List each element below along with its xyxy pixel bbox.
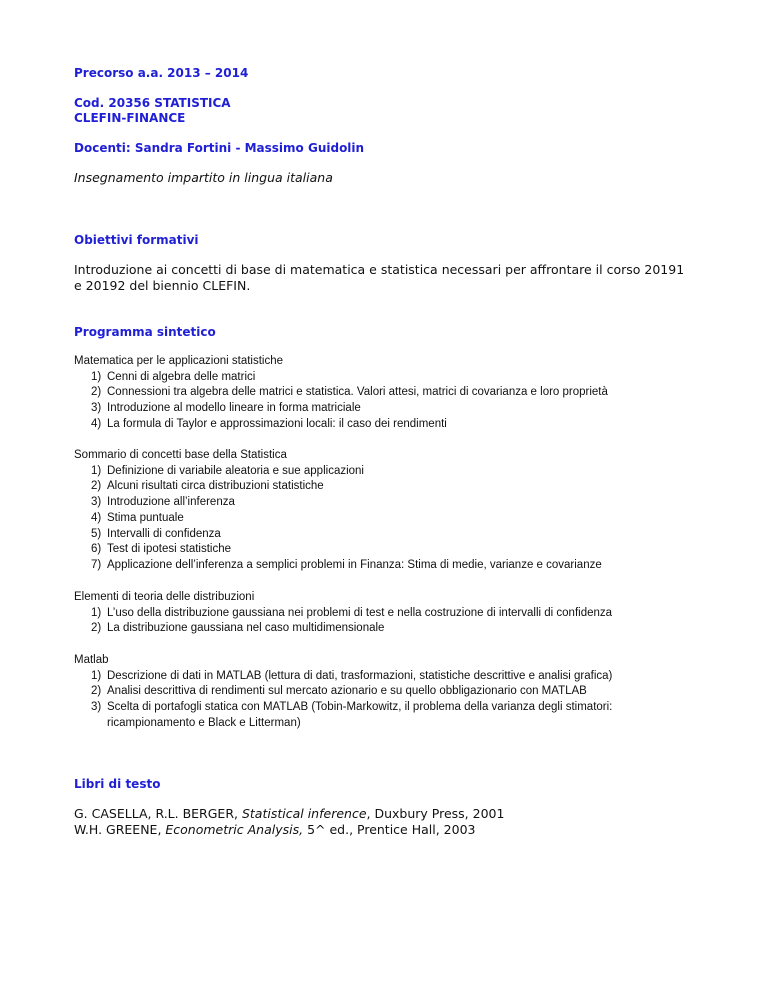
list-item: 2) La distribuzione gaussiana nel caso multidimensionale	[91, 622, 385, 635]
programma-heading: Programma sintetico	[74, 325, 216, 339]
section-title: Sommario di concetti base della Statistica	[74, 449, 287, 461]
obiettivi-heading: Obiettivi formativi	[74, 233, 199, 247]
list-item: 5) Intervalli di confidenza	[91, 527, 221, 540]
book-item: W.H. GREENE, Econometric Analysis, 5^ ed., Prentice Hall, 2003	[74, 822, 476, 837]
docenti: Docenti: Sandra Fortini - Massimo Guidolin	[74, 141, 365, 155]
list-item: 3) Scelta di portafogli statica con MATLAB (Tobin-Markowitz, il problema della varianza degli stimatori: ricampionamento e Black e Litterman)	[91, 701, 613, 729]
list-item: 1) Definizione di variabile aleatoria e sue applicazioni	[91, 464, 364, 477]
precorso-heading: Precorso a.a. 2013 – 2014	[74, 66, 249, 80]
program-name: CLEFIN-FINANCE	[74, 111, 186, 125]
list-item: 2) Analisi descrittiva di rendimenti sul mercato azionario e su quello obbligazionario con MATLAB	[91, 685, 587, 698]
programma-section-3	[74, 590, 714, 637]
book-item: G. CASELLA, R.L. BERGER, Statistical inference, Duxbury Press, 2001	[74, 806, 505, 821]
list-item: 7) Applicazione dell’inferenza a semplici problemi in Finanza: Stima di medie, varianze e covarianze	[91, 558, 602, 571]
list-item: 3) Introduzione al modello lineare in forma matriciale	[91, 402, 361, 415]
obiettivi-text: Introduzione ai concetti di base di matematica e statistica necessari per affrontare il corso 20191 e 20192 del biennio CLEFIN.	[74, 262, 685, 293]
programma-section-2	[74, 448, 714, 574]
programma-section-4	[74, 653, 714, 732]
programma-section-1	[74, 354, 714, 433]
list-item: 1) Descrizione di dati in MATLAB (lettura di dati, trasformazioni, statistiche descrittive e analisi grafica)	[91, 669, 613, 682]
book-list	[74, 806, 714, 838]
section-title: Matematica per le applicazioni statistiche	[74, 355, 284, 367]
list-item: 6) Test di ipotesi statistiche	[91, 543, 232, 556]
lingua-note: Insegnamento impartito in lingua italiana	[74, 170, 333, 185]
list-item: 3) Introduzione all’inferenza	[91, 496, 235, 509]
section-title: Elementi di teoria delle distribuzioni	[74, 591, 255, 603]
section-title: Matlab	[74, 654, 109, 666]
list-item: 4) La formula di Taylor e approssimazioni locali: il caso dei rendimenti	[91, 417, 447, 430]
list-item: 4) Stima puntuale	[91, 511, 184, 524]
list-item: 1) Cenni di algebra delle matrici	[91, 370, 256, 383]
libri-heading: Libri di testo	[74, 777, 161, 791]
course-code: Cod. 20356 STATISTICA	[74, 96, 231, 110]
list-item: 1) L’uso della distribuzione gaussiana nei problemi di test e nella costruzione di intervalli di confidenza	[91, 606, 613, 619]
list-item: 2) Alcuni risultati circa distribuzioni statistiche	[91, 480, 324, 493]
list-item: 2) Connessioni tra algebra delle matrici e statistica. Valori attesi, matrici di covarianza e loro proprietà	[91, 386, 608, 399]
